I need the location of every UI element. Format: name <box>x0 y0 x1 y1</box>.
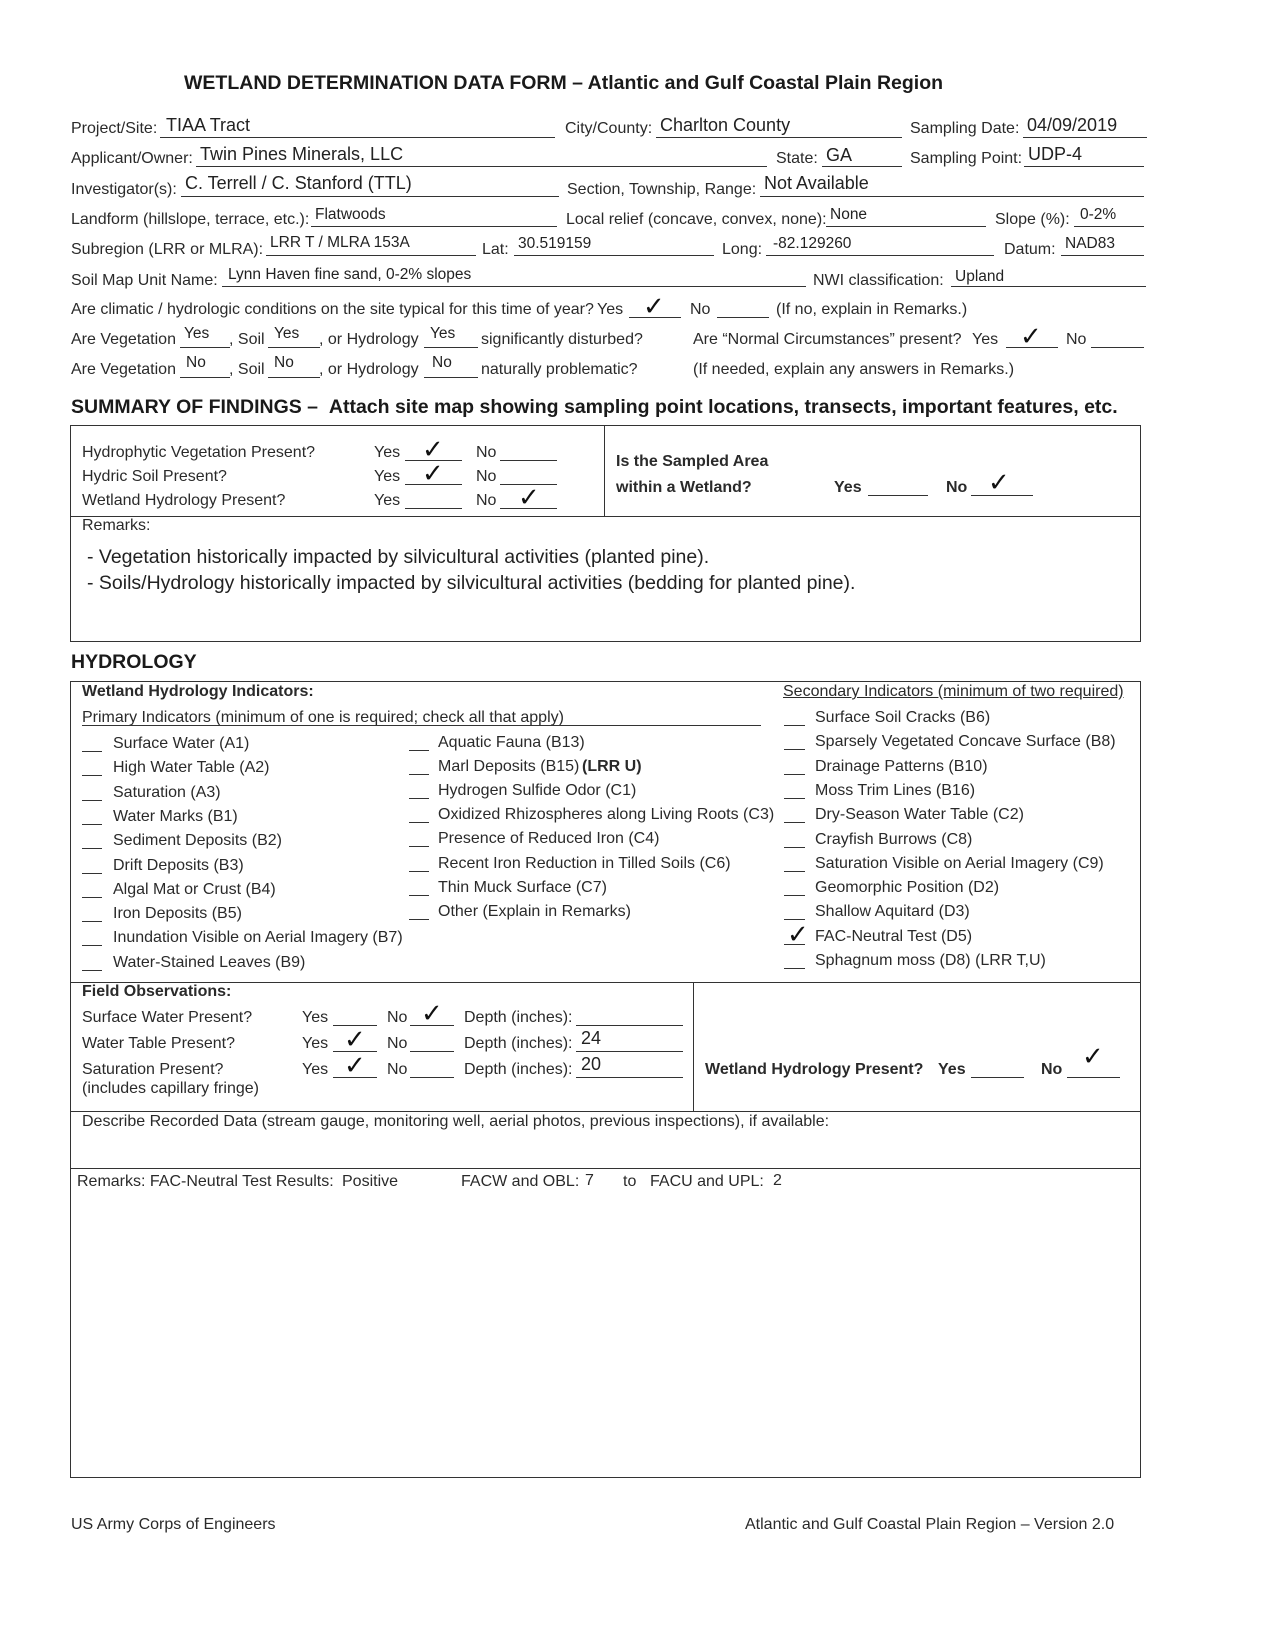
section-label: Section, Township, Range: <box>567 181 757 198</box>
indicator-label: Other (Explain in Remarks) <box>438 902 631 920</box>
no-label: No <box>1041 1061 1063 1078</box>
indicator-label: Drift Deposits (B3) <box>113 856 244 874</box>
check-icon[interactable]: ✓ <box>1020 322 1042 352</box>
facu-label: FACU and UPL: <box>650 1173 764 1190</box>
underline <box>410 1051 454 1052</box>
indicator-label: Surface Water (A1) <box>113 735 250 752</box>
disturbed-hyd[interactable]: Yes <box>430 325 456 342</box>
indicator-checkbox[interactable] <box>82 945 102 946</box>
indicator-label: Marl Deposits (B15) <box>438 758 580 776</box>
climatic-no-label: No <box>690 301 711 318</box>
are-vegetation-label: Are Vegetation <box>71 331 176 348</box>
indicator-label: Surface Soil Cracks (B6) <box>815 709 991 726</box>
divider <box>604 425 605 516</box>
underline <box>576 1077 683 1078</box>
indicator-label: Moss Trim Lines (B16) <box>815 781 976 799</box>
indicator-label: Sediment Deposits (B2) <box>113 832 282 850</box>
problematic-soil[interactable]: No <box>274 354 294 371</box>
indicator-label: Inundation Visible on Aerial Imagery (B7) <box>113 929 403 947</box>
indicator-label: Presence of Reduced Iron (C4) <box>438 830 660 848</box>
underline <box>826 226 986 227</box>
underline <box>311 226 557 227</box>
saturation-depth[interactable]: 20 <box>581 1054 602 1074</box>
underline <box>514 255 714 256</box>
underline <box>196 166 767 167</box>
landform-label: Landform (hillslope, terrace, etc.): <box>71 211 310 228</box>
divider <box>70 1111 1141 1112</box>
remark-line-2: - Soils/Hydrology historically impacted by silvicultural activities (bedding for planted pine). <box>87 572 856 594</box>
underline <box>405 508 462 509</box>
applicant-value[interactable]: Twin Pines Minerals, LLC <box>200 144 404 164</box>
yes-label: Yes <box>938 1061 966 1078</box>
subregion-label: Subregion (LRR or MLRA): <box>71 241 264 258</box>
datum-value[interactable]: NAD83 <box>1065 235 1115 252</box>
hydrophytic-label: Hydrophytic Vegetation Present? <box>82 444 316 461</box>
indicator-label: Recent Iron Reduction in Tilled Soils (C6) <box>438 854 731 872</box>
indicator-checkbox[interactable] <box>82 848 102 849</box>
normal-question: Are “Normal Circumstances” present? <box>693 331 962 348</box>
soil-value[interactable]: Lynn Haven fine sand, 0-2% slopes <box>228 266 472 283</box>
hydrology-heading: HYDROLOGY <box>71 651 197 673</box>
indicator-label: Water-Stained Leaves (B9) <box>113 953 306 971</box>
depth-label: Depth (inches): <box>464 1009 573 1026</box>
underline <box>1074 226 1144 227</box>
problematic-hyd[interactable]: No <box>432 354 452 371</box>
indicator-checkbox[interactable] <box>784 847 805 848</box>
relief-value[interactable]: None <box>830 206 868 223</box>
underline <box>1091 347 1144 348</box>
yes-label: Yes <box>374 468 401 485</box>
check-icon[interactable]: ✓ <box>988 468 1010 498</box>
check-icon[interactable]: ✓ <box>787 920 809 950</box>
yes-label: Yes <box>374 492 401 509</box>
state-value[interactable]: GA <box>826 145 853 165</box>
investigator-value[interactable]: C. Terrell / C. Stanford (TTL) <box>185 173 412 193</box>
indicator-checkbox[interactable] <box>409 798 429 799</box>
city-label: City/County: <box>565 120 653 137</box>
slope-label: Slope (%): <box>995 211 1070 228</box>
sampled-area-label-1: Is the Sampled Area <box>616 453 769 470</box>
indicator-label: Shallow Aquitard (D3) <box>815 903 970 921</box>
underline <box>1024 166 1144 167</box>
indicator-checkbox[interactable] <box>784 968 805 969</box>
footer-left: US Army Corps of Engineers <box>71 1516 276 1533</box>
underline <box>760 196 1144 197</box>
summary-heading-rest: Attach site map showing sampling point locations, transects, important features, etc. <box>328 396 1118 418</box>
city-value[interactable]: Charlton County <box>660 115 791 135</box>
no-label: No <box>476 492 497 509</box>
indicator-label: Crayfish Burrows (C8) <box>815 830 973 848</box>
disturbed-soil[interactable]: Yes <box>274 325 300 342</box>
primary-title: Primary Indicators (minimum of one is required; check all that apply) <box>82 709 564 726</box>
hydrology-label: , or Hydrology <box>319 331 419 348</box>
water-table-depth[interactable]: 24 <box>581 1028 602 1048</box>
surface-water-label: Surface Water Present? <box>82 1009 253 1026</box>
point-label: Sampling Point: <box>910 150 1023 167</box>
depth-label: Depth (inches): <box>464 1061 573 1078</box>
indicator-label: Geomorphic Position (D2) <box>815 879 1000 897</box>
underline <box>951 286 1146 287</box>
long-label: Long: <box>722 241 763 258</box>
check-icon[interactable]: ✓ <box>422 435 444 465</box>
long-value[interactable]: -82.129260 <box>773 235 852 252</box>
hyd-remarks-result[interactable]: Positive <box>342 1173 399 1190</box>
form-title: WETLAND DETERMINATION DATA FORM – Atlantic and Gulf Coastal Plain Region <box>184 72 944 94</box>
lat-label: Lat: <box>482 241 509 258</box>
check-icon[interactable]: ✓ <box>344 1051 366 1081</box>
indicator-checkbox[interactable] <box>784 725 805 726</box>
check-icon[interactable]: ✓ <box>518 483 540 513</box>
subregion-value[interactable]: LRR T / MLRA 153A <box>270 234 410 251</box>
point-value[interactable]: UDP-4 <box>1028 144 1083 164</box>
indicator-label: Oxidized Rhizospheres along Living Roots (C3) <box>438 806 775 824</box>
hyd-remarks-label: Remarks: FAC-Neutral Test Results: <box>77 1173 334 1190</box>
indicator-label: Iron Deposits (B5) <box>113 905 242 923</box>
to-label: to <box>623 1173 637 1190</box>
underline <box>268 347 320 348</box>
indicator-checkbox[interactable] <box>784 774 805 775</box>
underline <box>424 377 478 378</box>
project-label: Project/Site: <box>71 120 158 137</box>
project-value[interactable]: TIAA Tract <box>166 115 251 135</box>
underline <box>266 255 476 256</box>
underline <box>1061 255 1144 256</box>
indicator-label: High Water Table (A2) <box>113 759 270 777</box>
wetland-hyd-label: Wetland Hydrology Present? <box>82 492 286 509</box>
climatic-note: (If no, explain in Remarks.) <box>776 301 968 318</box>
field-obs-title: Field Observations: <box>82 983 232 1000</box>
indicator-checkbox[interactable] <box>409 895 429 896</box>
remark-line-1: - Vegetation historically impacted by silvicultural activities (planted pine). <box>87 546 710 568</box>
check-icon[interactable]: ✓ <box>643 292 665 322</box>
normal-no-label: No <box>1066 331 1087 348</box>
underline <box>180 347 230 348</box>
indicator-checkbox[interactable] <box>784 895 805 896</box>
underline <box>180 377 230 378</box>
relief-label: Local relief (concave, convex, none): <box>566 211 827 228</box>
section-value[interactable]: Not Available <box>764 173 869 193</box>
indicator-checkbox[interactable] <box>82 800 102 801</box>
underline <box>868 495 928 496</box>
indicator-checkbox[interactable] <box>409 750 429 751</box>
normal-yes-label: Yes <box>972 331 999 348</box>
nwi-value[interactable]: Upland <box>955 268 1005 285</box>
underline <box>500 460 557 461</box>
no-label: No <box>476 444 497 461</box>
soil-label-3: , Soil <box>229 361 265 378</box>
indicator-checkbox[interactable] <box>82 873 102 874</box>
hydric-label: Hydric Soil Present? <box>82 468 227 485</box>
check-icon[interactable]: ✓ <box>422 459 444 489</box>
check-icon[interactable]: ✓ <box>344 1025 366 1055</box>
if-needed-note: (If needed, explain any answers in Remarks.) <box>693 361 1015 378</box>
underline <box>222 286 806 287</box>
divider <box>70 1168 1141 1169</box>
indicator-checkbox[interactable] <box>82 751 102 752</box>
indicator-checkbox[interactable] <box>82 897 102 898</box>
depth-label: Depth (inches): <box>464 1035 573 1052</box>
indicator-checkbox[interactable] <box>409 822 429 823</box>
underline <box>1067 1077 1120 1078</box>
underline <box>424 347 478 348</box>
date-value[interactable]: 04/09/2019 <box>1027 115 1118 135</box>
no-label: No <box>387 1009 408 1026</box>
problematic-veg[interactable]: No <box>186 354 206 371</box>
sampled-no-label: No <box>946 479 968 496</box>
sampled-yes-label: Yes <box>834 479 862 496</box>
naturally-problematic: naturally problematic? <box>481 361 638 378</box>
facw-label: FACW and OBL: <box>461 1173 580 1190</box>
significantly-disturbed: significantly disturbed? <box>481 331 643 348</box>
check-icon[interactable]: ✓ <box>1082 1042 1104 1072</box>
yes-label: Yes <box>374 444 401 461</box>
recorded-data-label: Describe Recorded Data (stream gauge, monitoring well, aerial photos, previous inspections), if available: <box>82 1113 830 1130</box>
summary-heading-main: SUMMARY OF FINDINGS – <box>71 396 319 418</box>
indicator-checkbox[interactable] <box>409 919 429 920</box>
underline <box>576 1025 683 1026</box>
underline <box>160 137 555 138</box>
slope-value[interactable]: 0-2% <box>1080 206 1117 223</box>
indicator-checkbox[interactable] <box>82 970 102 971</box>
state-label: State: <box>776 150 818 167</box>
indicator-checkbox[interactable] <box>784 749 805 750</box>
disturbed-veg[interactable]: Yes <box>184 325 210 342</box>
secondary-title: Secondary Indicators (minimum of two required) <box>783 683 1124 700</box>
are-vegetation-label: Are Vegetation <box>71 361 176 378</box>
summary-heading <box>71 396 1118 419</box>
indicators-title: Wetland Hydrology Indicators: <box>82 683 314 700</box>
underline <box>268 377 320 378</box>
divider <box>70 516 1141 517</box>
underline <box>717 317 769 318</box>
footer-right: Atlantic and Gulf Coastal Plain Region – Version 2.0 <box>745 1516 1115 1533</box>
water-table-label: Water Table Present? <box>82 1035 235 1052</box>
yes-label: Yes <box>302 1009 329 1026</box>
underline <box>576 1051 683 1052</box>
indicator-label: Aquatic Fauna (B13) <box>438 734 585 751</box>
underline <box>1023 137 1147 138</box>
sampled-area-label-2: within a Wetland? <box>616 479 752 496</box>
indicator-label: Dry-Season Water Table (C2) <box>815 806 1024 824</box>
underline <box>766 255 994 256</box>
facu-value[interactable]: 2 <box>773 1172 782 1189</box>
indicator-label: Saturation Visible on Aerial Imagery (C9) <box>815 854 1104 872</box>
underline <box>181 196 559 197</box>
underline <box>410 1077 454 1078</box>
indicator-label: Water Marks (B1) <box>113 807 238 825</box>
climatic-yes-label: Yes <box>597 301 624 318</box>
indicator-label: Hydrogen Sulfide Odor (C1) <box>438 782 637 800</box>
saturation-label: Saturation Present? <box>82 1061 224 1078</box>
nwi-label: NWI classification: <box>813 272 944 289</box>
lat-value[interactable]: 30.519159 <box>518 235 592 252</box>
applicant-label: Applicant/Owner: <box>71 150 193 167</box>
hydrology-label: , or Hydrology <box>319 361 419 378</box>
no-label: No <box>387 1061 408 1078</box>
no-label: No <box>476 468 497 485</box>
indicator-label: Sphagnum moss (D8) (LRR T,U) <box>815 952 1046 969</box>
wetland-hyd-present-label: Wetland Hydrology Present? <box>705 1061 924 1078</box>
indicator-checkbox[interactable] <box>82 921 102 922</box>
indicator-label: Sparsely Vegetated Concave Surface (B8) <box>815 733 1116 751</box>
divider <box>693 982 694 1111</box>
underline <box>82 725 761 726</box>
underline <box>822 166 902 167</box>
indicator-checkbox[interactable] <box>409 871 429 872</box>
indicator-checkbox[interactable] <box>82 824 102 825</box>
indicator-label: Saturation (A3) <box>113 783 221 801</box>
datum-label: Datum: <box>1004 241 1056 258</box>
facw-value[interactable]: 7 <box>585 1172 594 1189</box>
indicator-checkbox[interactable] <box>409 846 429 847</box>
indicator-checkbox[interactable] <box>82 775 102 776</box>
yes-label: Yes <box>302 1035 329 1052</box>
underline <box>656 137 902 138</box>
soil-label: Soil Map Unit Name: <box>71 272 218 289</box>
remarks-label: Remarks: <box>82 517 151 534</box>
indicator-checkbox[interactable] <box>409 774 429 775</box>
indicator-label: FAC-Neutral Test (D5) <box>815 927 973 945</box>
soil-label-2: , Soil <box>229 331 265 348</box>
indicator-label: Algal Mat or Crust (B4) <box>113 880 276 898</box>
lrr-u-label: (LRR U) <box>582 758 642 775</box>
indicator-label: Thin Muck Surface (C7) <box>438 878 607 896</box>
indicator-checkbox[interactable] <box>784 871 805 872</box>
landform-value[interactable]: Flatwoods <box>315 206 386 223</box>
indicator-checkbox[interactable] <box>784 822 805 823</box>
capillary-label: (includes capillary fringe) <box>82 1080 259 1097</box>
indicator-checkbox[interactable] <box>784 798 805 799</box>
indicator-label: Drainage Patterns (B10) <box>815 757 988 775</box>
yes-label: Yes <box>302 1061 329 1078</box>
investigator-label: Investigator(s): <box>71 181 177 198</box>
underline <box>971 1077 1024 1078</box>
check-icon[interactable]: ✓ <box>421 999 443 1029</box>
climatic-question: Are climatic / hydrologic conditions on the site typical for this time of year? <box>71 301 594 318</box>
date-label: Sampling Date: <box>910 120 1020 137</box>
no-label: No <box>387 1035 408 1052</box>
